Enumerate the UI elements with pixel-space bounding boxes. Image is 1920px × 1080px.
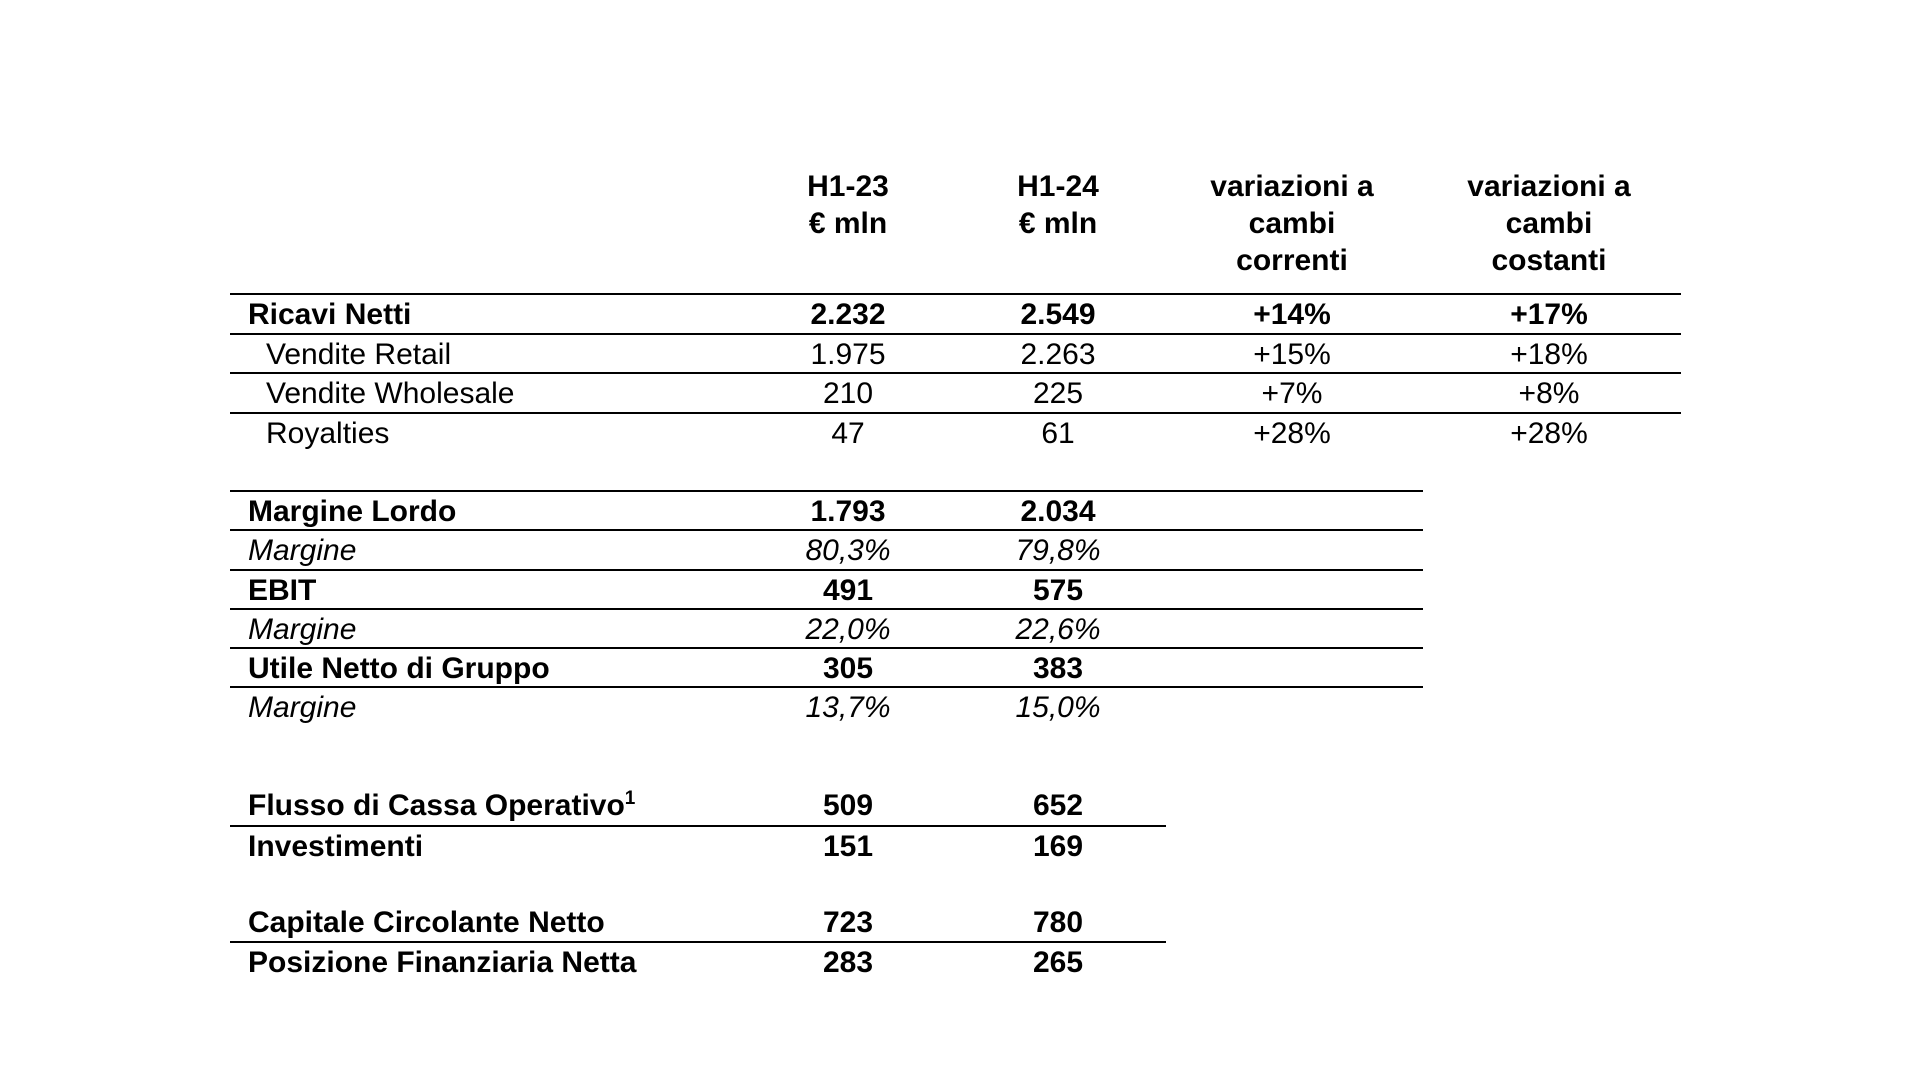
column-header-h1-24 [958,168,1158,242]
row-label: Margine [248,534,357,567]
value-h1-24: 2.549 [1020,298,1096,331]
table-row-utile-netto [0,649,1920,689]
header-line: € mln [808,207,888,240]
value-h1-23: 1.975 [810,338,886,371]
value-h1-24: 15,0% [1015,691,1101,724]
value-h1-24: 169 [1032,830,1084,863]
header-line: variazioni a [1210,170,1374,203]
value-h1-24: 575 [1032,574,1084,607]
row-label-text: Flusso di Cassa Operativo [248,789,625,822]
value-var-costanti: +18% [1510,338,1588,371]
row-label: Margine [248,613,357,646]
row-label: Margine [248,691,357,724]
header-line: € mln [1018,207,1098,240]
column-header-h1-23 [748,168,948,242]
value-h1-24: 2.034 [1020,495,1096,528]
row-label: Ricavi Netti [248,298,412,331]
value-h1-23: 723 [822,906,874,939]
table-row-vendite-retail [0,335,1920,375]
table-row-flusso-di-cassa [0,786,1920,826]
column-header-variazioni-correnti [1192,168,1392,279]
value-h1-23: 509 [822,789,874,822]
value-h1-24: 383 [1032,652,1084,685]
value-h1-23: 80,3% [805,534,891,567]
value-h1-23: 491 [822,574,874,607]
table-row-margine [0,531,1920,571]
value-var-correnti: +15% [1253,338,1331,371]
table-row-margine-lordo [0,492,1920,532]
header-line: H1-23 [807,170,889,203]
value-var-correnti: +7% [1261,377,1323,410]
value-h1-23: 210 [822,377,874,410]
header-line: cambi [1248,207,1336,240]
value-h1-24: 652 [1032,789,1084,822]
row-label: Vendite Retail [266,338,452,371]
table-row-posizione-finanziaria [0,943,1920,983]
row-label [248,786,635,826]
table-row-ebit [0,571,1920,611]
value-h1-23: 283 [822,946,874,979]
footnote-marker: 1 [624,788,636,809]
row-label: Margine Lordo [248,495,457,528]
header-line: costanti [1491,244,1607,277]
row-label: Posizione Finanziaria Netta [248,946,637,979]
value-var-correnti: +14% [1253,298,1331,331]
header-line: H1-24 [1017,170,1099,203]
column-header-variazioni-costanti [1449,168,1649,279]
value-var-correnti: +28% [1253,417,1331,450]
header-line: correnti [1236,244,1348,277]
value-h1-24: 265 [1032,946,1084,979]
value-h1-24: 780 [1032,906,1084,939]
table-row-ricavi-netti [0,295,1920,335]
value-h1-24: 61 [1041,417,1075,450]
row-label: Capitale Circolante Netto [248,906,605,939]
value-h1-23: 47 [831,417,865,450]
value-h1-24: 225 [1032,377,1084,410]
table-row-margine [0,688,1920,728]
value-var-costanti: +28% [1510,417,1588,450]
row-label: Investimenti [248,830,424,863]
row-label: Utile Netto di Gruppo [248,652,550,685]
header-line: cambi [1505,207,1593,240]
value-h1-24: 79,8% [1015,534,1101,567]
header-line: variazioni a [1467,170,1631,203]
row-label: EBIT [248,574,317,607]
value-h1-23: 151 [822,830,874,863]
table-row-vendite-wholesale [0,374,1920,414]
value-h1-23: 2.232 [810,298,886,331]
value-var-costanti: +17% [1510,298,1588,331]
table-row-capitale-circolante [0,903,1920,943]
row-label: Royalties [266,417,390,450]
value-h1-23: 13,7% [805,691,891,724]
value-h1-24: 2.263 [1020,338,1096,371]
table-row-royalties [0,414,1920,454]
row-label: Vendite Wholesale [266,377,515,410]
table-row-investimenti [0,827,1920,867]
value-h1-23: 22,0% [805,613,891,646]
value-var-costanti: +8% [1518,377,1580,410]
table-row-margine [0,610,1920,650]
value-h1-24: 22,6% [1015,613,1101,646]
value-h1-23: 1.793 [810,495,886,528]
value-h1-23: 305 [822,652,874,685]
